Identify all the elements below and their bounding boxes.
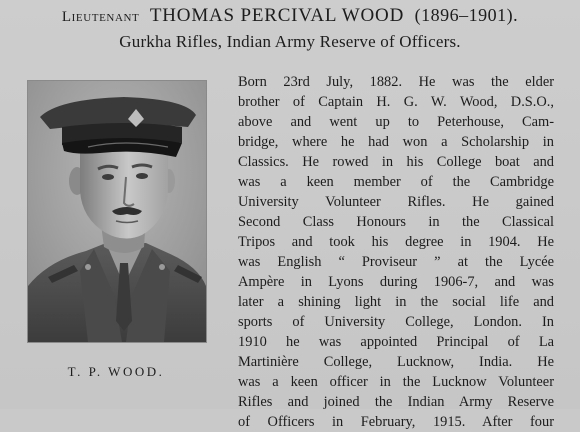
- rank-label: Lieutenant: [61, 9, 140, 25]
- bio-line: Second Class Honours in the Classical: [238, 214, 554, 230]
- bio-line: was a keen member of the Cambridge: [238, 174, 554, 190]
- officer-name: THOMAS PERCIVAL WOOD: [149, 5, 405, 26]
- bio-line: of Officers in February, 1915. After four: [238, 414, 554, 430]
- bio-line: Martinière College, Lucknow, India. He: [238, 354, 554, 370]
- bio-line: bridge, where he had won a Scholarship in: [238, 134, 554, 150]
- bio-line: was English “ Proviseur ” at the Lycée: [238, 254, 554, 270]
- biography-text: [238, 72, 554, 432]
- bio-line: 1910 he was appointed Principal of La: [238, 334, 554, 350]
- bio-line: brother of Captain H. G. W. Wood, D.S.O.,: [238, 94, 554, 110]
- bio-line: Tripos and took his degree in 1904. He: [238, 234, 554, 250]
- bio-line: later a shining light in the social life and: [238, 294, 554, 310]
- bio-line: Classics. He rowed in his College boat and: [238, 154, 554, 170]
- bio-line: sports of University College, London. In: [238, 314, 554, 330]
- photo-caption: T. P. WOOD.: [67, 364, 165, 379]
- portrait-illustration: [28, 81, 206, 342]
- service-years: (1896–1901).: [414, 5, 519, 25]
- bio-line: University Volunteer Rifles. He gained: [238, 194, 554, 210]
- bio-line: above and went up to Peterhouse, Cam-: [238, 114, 554, 130]
- bio-line: Born 23rd July, 1882. He was the elder: [238, 74, 554, 90]
- regiment-subtitle: Gurkha Rifles, Indian Army Reserve of Officers.: [119, 32, 461, 51]
- bio-line: Rifles and joined the Indian Army Reserve: [238, 394, 554, 410]
- title-line: [0, 2, 580, 30]
- portrait-photo: [27, 80, 207, 343]
- page-header: [0, 2, 580, 53]
- bio-line: Ampère in Lyons during 1906-7, and was: [238, 274, 554, 290]
- bio-line: was a keen officer in the Lucknow Volunteer: [238, 374, 554, 390]
